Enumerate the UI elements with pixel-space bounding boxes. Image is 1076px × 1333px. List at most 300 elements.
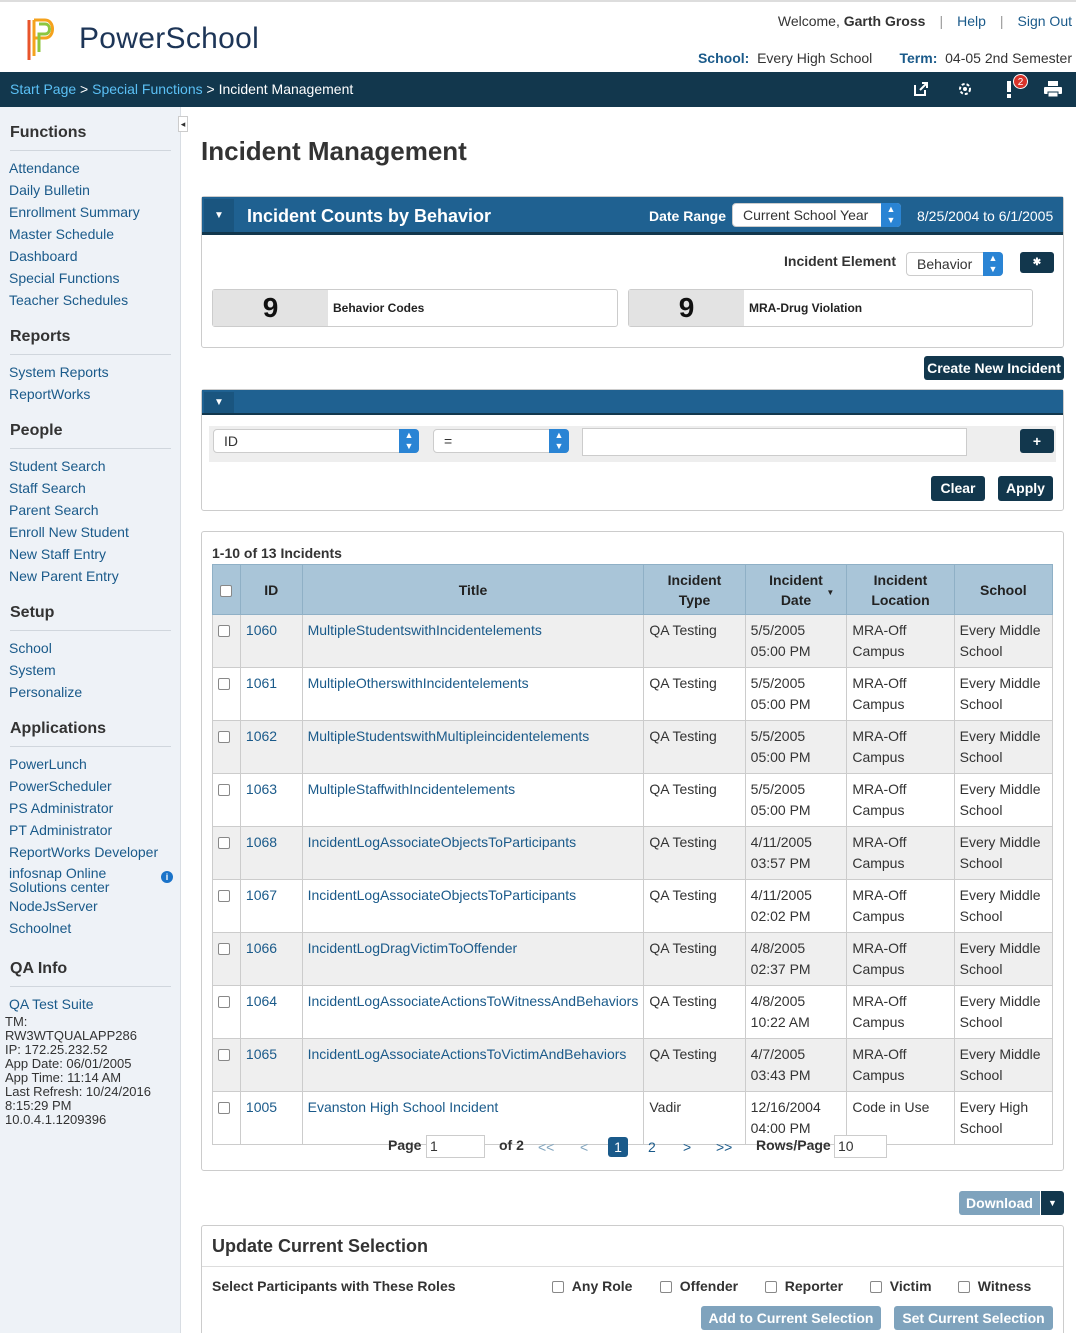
- incident-location-line: Campus: [852, 855, 905, 871]
- incident-id: [240, 615, 302, 668]
- app-header: [0, 0, 1076, 72]
- incident-id: [240, 827, 302, 880]
- sidebar-setup: [0, 604, 181, 703]
- table-header-row: [213, 565, 1053, 615]
- role-witness[interactable]: [958, 1278, 1031, 1294]
- table-row: [213, 615, 1053, 668]
- filter-field-value: ID: [224, 433, 238, 449]
- incident-location-line: MRA-Off: [852, 940, 907, 956]
- incident-id-link[interactable]: 1066: [245, 940, 278, 956]
- incident-id: [240, 933, 302, 986]
- select-arrows-icon: ▲ ▼: [399, 429, 419, 453]
- sidebar-item-system-reports[interactable]: System Reports: [9, 364, 109, 380]
- incident-type: QA Testing: [644, 615, 745, 668]
- incident-date: [745, 933, 847, 986]
- sidebar-item-teacher-schedules[interactable]: Teacher Schedules: [9, 292, 129, 308]
- incident-date: [745, 880, 847, 933]
- help-link[interactable]: Help: [957, 13, 986, 29]
- school-label: School:: [697, 50, 750, 66]
- filter-operator-select[interactable]: [433, 429, 569, 453]
- breadcrumb-separator: >: [76, 81, 93, 97]
- filter-operator-value: =: [444, 433, 453, 449]
- incident-school-line: Every High: [959, 1099, 1029, 1115]
- row-checkbox[interactable]: [218, 1102, 230, 1114]
- sidebar-item-enroll-new-student[interactable]: Enroll New Student: [9, 524, 129, 540]
- results-summary: 1-10 of 13 Incidents: [212, 545, 342, 561]
- current-page[interactable]: 1: [608, 1137, 628, 1157]
- chevron-down-icon: ▼: [1048, 1198, 1057, 1208]
- incident-id-link[interactable]: 1068: [245, 834, 278, 850]
- row-select-cell: [213, 1092, 241, 1145]
- sidebar-item-new-parent-entry[interactable]: New Parent Entry: [9, 568, 119, 584]
- role-label: Witness: [977, 1278, 1032, 1294]
- sidebar-people: [0, 422, 181, 587]
- qa-info-server: RW3WTQUALAPP286: [5, 1028, 137, 1043]
- incident-element-value: Behavior: [917, 256, 973, 272]
- incident-school: [954, 986, 1052, 1039]
- column-header-title[interactable]: Title: [302, 565, 644, 615]
- incident-date-time: 05:00 PM: [750, 696, 811, 712]
- incident-date-time: 05:00 PM: [750, 749, 811, 765]
- incident-element-select[interactable]: [906, 252, 1003, 276]
- breadcrumb-start-page[interactable]: Start Page: [10, 81, 77, 97]
- role-any-role[interactable]: [552, 1278, 632, 1294]
- count-card-number: 9: [629, 290, 744, 326]
- notifications-icon[interactable]: [998, 77, 1024, 100]
- incident-id: [240, 1039, 302, 1092]
- role-checkbox[interactable]: [552, 1281, 564, 1293]
- table-row: [213, 1092, 1053, 1145]
- incident-location-line: MRA-Off: [852, 993, 907, 1009]
- sidebar-item-infosnap[interactable]: infosnap Online Solutions center: [9, 865, 110, 895]
- select-arrows-icon: ▲ ▼: [881, 203, 901, 227]
- sidebar-item-schoolnet[interactable]: Schoolnet: [9, 920, 72, 936]
- incident-school-line: School: [959, 961, 1003, 977]
- sidebar-item-system[interactable]: System: [9, 662, 56, 678]
- incident-title: [302, 880, 644, 933]
- incident-location: [847, 933, 954, 986]
- row-checkbox[interactable]: [218, 890, 230, 902]
- qa-info-app-date: App Date: 06/01/2005: [5, 1056, 132, 1071]
- school-term-line: [698, 50, 1072, 66]
- count-card-label: MRA-Drug Violation: [749, 301, 863, 315]
- role-checkbox[interactable]: [660, 1281, 672, 1293]
- table-row: [213, 721, 1053, 774]
- sidebar-item-ps-administrator[interactable]: PS Administrator: [9, 800, 114, 816]
- incident-date-time: 05:00 PM: [750, 643, 811, 659]
- incident-title-link[interactable]: IncidentLogAssociateActionsToVictimAndBehaviors: [307, 1046, 627, 1062]
- open-new-window-icon[interactable]: [910, 78, 932, 100]
- download-options-button[interactable]: [1041, 1191, 1064, 1215]
- sidebar-item-staff-search[interactable]: Staff Search: [9, 480, 86, 496]
- incident-date: [745, 827, 847, 880]
- incident-title-link[interactable]: MultipleStudentswithIncidentelements: [307, 622, 542, 638]
- role-label: Victim: [889, 1278, 932, 1294]
- column-header-school[interactable]: School: [954, 565, 1052, 615]
- incident-title: [302, 774, 644, 827]
- incident-location-line: Campus: [852, 961, 905, 977]
- incident-location: [847, 721, 954, 774]
- incident-date: [745, 986, 847, 1039]
- incident-school-line: School: [959, 855, 1003, 871]
- incident-title-link[interactable]: IncidentLogDragVictimToOffender: [307, 940, 518, 956]
- incident-date-day: 12/16/2004: [750, 1099, 821, 1115]
- incident-location-line: Code in Use: [852, 1099, 930, 1115]
- collapse-sidebar-icon[interactable]: ◂: [178, 116, 188, 132]
- row-checkbox[interactable]: [218, 625, 230, 637]
- sidebar-heading-setup: Setup: [10, 604, 171, 631]
- qa-info-refresh-time: 8:15:29 PM: [5, 1098, 72, 1113]
- incident-date-day: 4/11/2005: [750, 834, 812, 850]
- page-2-link[interactable]: 2: [648, 1139, 656, 1155]
- incident-id: [240, 1092, 302, 1145]
- sidebar-heading-people: People: [10, 422, 171, 449]
- incident-id-link[interactable]: 1060: [245, 622, 278, 638]
- sidebar: [0, 107, 181, 1333]
- row-select-cell: [213, 827, 241, 880]
- incident-school-line: School: [959, 1067, 1003, 1083]
- incident-date-time: 05:00 PM: [750, 802, 811, 818]
- date-range-label: Date Range: [649, 208, 727, 224]
- sidebar-item-special-functions[interactable]: Special Functions: [9, 270, 120, 286]
- sidebar-item-reportworks[interactable]: ReportWorks: [9, 386, 91, 402]
- column-header-incident-date-label: Incident Date: [769, 571, 823, 608]
- filter-panel-header: [202, 390, 1063, 415]
- sidebar-item-powerscheduler[interactable]: PowerScheduler: [9, 778, 112, 794]
- breadcrumb-separator: >: [202, 81, 219, 97]
- powerschool-logo-icon[interactable]: [25, 16, 61, 62]
- incident-location-line: Campus: [852, 802, 905, 818]
- table-row: [213, 827, 1053, 880]
- sidebar-heading-applications: Applications: [10, 720, 171, 747]
- incident-id-link[interactable]: 1064: [245, 993, 278, 1009]
- incident-school: [954, 880, 1052, 933]
- sidebar-item-reportworks-developer[interactable]: ReportWorks Developer: [9, 844, 159, 860]
- page-count: of 2: [499, 1137, 524, 1153]
- incident-id: [240, 668, 302, 721]
- incident-type: QA Testing: [644, 668, 745, 721]
- incident-school-line: Every Middle: [959, 622, 1041, 638]
- row-checkbox[interactable]: [218, 731, 230, 743]
- incident-location-line: Campus: [852, 643, 905, 659]
- incident-title-link[interactable]: MultipleStudentswithMultipleincidentelements: [307, 728, 590, 744]
- incident-date-time: 03:43 PM: [750, 1067, 811, 1083]
- info-icon[interactable]: i: [161, 871, 173, 883]
- incident-school-line: School: [959, 696, 1003, 712]
- incident-location: [847, 827, 954, 880]
- count-card-behavior-codes[interactable]: [212, 289, 618, 327]
- nav-icons: [910, 78, 1064, 100]
- sidebar-item-qa-test-suite[interactable]: QA Test Suite: [9, 996, 94, 1012]
- role-offender[interactable]: [660, 1278, 738, 1294]
- element-settings-button[interactable]: [1020, 252, 1054, 273]
- incident-title-link[interactable]: IncidentLogAssociateObjectsToParticipants: [307, 887, 577, 903]
- date-range-value: 8/25/2004 to 6/1/2005: [917, 208, 1054, 224]
- incident-element-label: Incident Element: [784, 253, 897, 269]
- incident-date: [745, 721, 847, 774]
- incident-location-line: MRA-Off: [852, 675, 907, 691]
- row-checkbox[interactable]: [218, 996, 230, 1008]
- sort-down-icon: ▼: [826, 588, 835, 597]
- row-checkbox[interactable]: [218, 678, 230, 690]
- create-new-incident-button[interactable]: Create New Incident: [924, 356, 1064, 380]
- incident-school: [954, 933, 1052, 986]
- next-page-link[interactable]: >: [683, 1139, 692, 1155]
- incident-location: [847, 1039, 954, 1092]
- incident-location-line: Campus: [852, 1014, 905, 1030]
- incident-location-line: MRA-Off: [852, 834, 907, 850]
- sidebar-item-dashboard[interactable]: Dashboard: [9, 248, 78, 264]
- row-checkbox[interactable]: [218, 943, 230, 955]
- incident-date-day: 4/8/2005: [750, 940, 806, 956]
- incident-date: [745, 774, 847, 827]
- sidebar-item-school[interactable]: School: [9, 640, 52, 656]
- incident-title-link[interactable]: MultipleStaffwithIncidentelements: [307, 781, 516, 797]
- count-card-number: 9: [213, 290, 328, 326]
- incident-location-line: Campus: [852, 908, 905, 924]
- sidebar-item-daily-bulletin[interactable]: Daily Bulletin: [9, 182, 90, 198]
- incident-location-line: MRA-Off: [852, 1046, 907, 1062]
- sidebar-heading-reports: Reports: [10, 328, 171, 355]
- incident-school-line: School: [959, 802, 1003, 818]
- row-select-cell: [213, 880, 241, 933]
- qa-info-tm: TM:: [5, 1014, 28, 1029]
- role-reporter[interactable]: [765, 1278, 843, 1294]
- add-to-current-selection-button[interactable]: Add to Current Selection: [701, 1306, 881, 1330]
- incident-id-link[interactable]: 1061: [245, 675, 278, 691]
- incident-date: [745, 1039, 847, 1092]
- incident-school: [954, 1092, 1052, 1145]
- collapse-counts-icon[interactable]: ▼: [204, 199, 234, 232]
- breadcrumb-bar: [0, 72, 1076, 107]
- table-row: [213, 986, 1053, 1039]
- table-row: [213, 1039, 1053, 1092]
- table-row: [213, 880, 1053, 933]
- row-select-cell: [213, 1039, 241, 1092]
- incident-date-day: 4/8/2005: [750, 993, 806, 1009]
- incident-location: [847, 880, 954, 933]
- filter-value-input[interactable]: [582, 428, 967, 456]
- role-label: Offender: [679, 1278, 739, 1294]
- divider: [202, 1266, 1063, 1267]
- incident-date: [745, 615, 847, 668]
- count-card-mra-drug-violation[interactable]: [628, 289, 1033, 327]
- incident-location-line: Campus: [852, 749, 905, 765]
- sign-out-link[interactable]: Sign Out: [1017, 13, 1072, 29]
- incident-title: [302, 933, 644, 986]
- incident-school-line: Every Middle: [959, 728, 1041, 744]
- divider: |: [939, 13, 944, 29]
- add-filter-button[interactable]: [1020, 429, 1054, 453]
- incident-location: [847, 668, 954, 721]
- sidebar-item-personalize[interactable]: Personalize: [9, 684, 83, 700]
- welcome-bar: [778, 13, 1072, 29]
- page-title: Incident Management: [201, 136, 467, 166]
- incident-date-day: 5/5/2005: [750, 675, 806, 691]
- select-all-checkbox[interactable]: [220, 585, 232, 597]
- qa-info-last-refresh: Last Refresh: 10/24/2016: [5, 1084, 151, 1099]
- role-label: Any Role: [571, 1278, 633, 1294]
- incident-title-link[interactable]: MultipleOtherswithIncidentelements: [307, 675, 529, 691]
- incident-title-link[interactable]: IncidentLogAssociateActionsToWitnessAndBehaviors: [307, 993, 639, 1009]
- breadcrumb: [10, 81, 353, 97]
- incident-id-link[interactable]: 1063: [245, 781, 278, 797]
- incident-title: [302, 721, 644, 774]
- sidebar-qa-info: [0, 960, 181, 1127]
- apply-button[interactable]: Apply: [998, 476, 1053, 501]
- sidebar-reports: [0, 328, 181, 405]
- school-value[interactable]: Every High School: [757, 50, 873, 66]
- column-header-incident-date[interactable]: [745, 565, 847, 615]
- gear-icon: ✱: [1032, 257, 1042, 268]
- role-checkbox[interactable]: [958, 1281, 970, 1293]
- incident-school-line: School: [959, 1014, 1003, 1030]
- row-select-cell: [213, 668, 241, 721]
- collapse-filter-icon[interactable]: ▼: [204, 392, 234, 413]
- row-checkbox[interactable]: [218, 1049, 230, 1061]
- sidebar-item-attendance[interactable]: Attendance: [9, 160, 80, 176]
- incident-type: QA Testing: [644, 986, 745, 1039]
- incident-type: QA Testing: [644, 774, 745, 827]
- incident-school-line: Every Middle: [959, 993, 1041, 1009]
- incident-school: [954, 774, 1052, 827]
- incident-id-link[interactable]: 1005: [245, 1099, 278, 1115]
- row-select-cell: [213, 615, 241, 668]
- breadcrumb-special-functions[interactable]: Special Functions: [92, 81, 203, 97]
- incident-school: [954, 721, 1052, 774]
- sidebar-functions: [0, 124, 181, 311]
- clear-button[interactable]: Clear: [931, 476, 985, 501]
- notifications-badge: 2: [1013, 74, 1028, 89]
- incident-date-day: 5/5/2005: [750, 728, 806, 744]
- sidebar-item-nodejsserver[interactable]: NodeJsServer: [9, 898, 98, 914]
- row-checkbox[interactable]: [218, 784, 230, 796]
- roles-label: Select Participants with These Roles: [212, 1278, 456, 1294]
- page-number-input[interactable]: 1: [426, 1135, 485, 1158]
- incident-school-line: School: [959, 749, 1003, 765]
- first-page-link[interactable]: <<: [538, 1139, 555, 1155]
- print-icon[interactable]: [1042, 78, 1064, 100]
- incident-location: [847, 986, 954, 1039]
- sidebar-item-new-staff-entry[interactable]: New Staff Entry: [9, 546, 107, 562]
- select-all-header: [213, 565, 241, 615]
- count-card-label: Behavior Codes: [333, 301, 425, 315]
- role-checkbox[interactable]: [765, 1281, 777, 1293]
- column-header-incident-location[interactable]: Incident Location: [847, 565, 954, 615]
- date-range-select[interactable]: [732, 203, 901, 227]
- incident-id-link[interactable]: 1067: [245, 887, 278, 903]
- select-arrows-icon: ▲ ▼: [983, 252, 1003, 276]
- settings-refresh-icon[interactable]: [954, 78, 976, 100]
- sidebar-item-student-search[interactable]: Student Search: [9, 458, 106, 474]
- sidebar-item-enrollment-summary[interactable]: Enrollment Summary: [9, 204, 140, 220]
- incident-date-day: 5/5/2005: [750, 622, 806, 638]
- incident-school: [954, 1039, 1052, 1092]
- incident-school: [954, 615, 1052, 668]
- incident-school: [954, 827, 1052, 880]
- counts-panel-header: [202, 197, 1063, 235]
- incident-title: [302, 827, 644, 880]
- divider: |: [999, 13, 1004, 29]
- incident-type: QA Testing: [644, 721, 745, 774]
- incident-location-line: MRA-Off: [852, 887, 907, 903]
- previous-page-link[interactable]: <: [580, 1139, 589, 1155]
- sidebar-heading-functions: Functions: [10, 124, 171, 151]
- row-checkbox[interactable]: [218, 837, 230, 849]
- rows-per-page-label: Rows/Page: [756, 1137, 831, 1153]
- incident-location-line: Campus: [852, 696, 905, 712]
- incident-school-line: School: [959, 908, 1003, 924]
- table-row: [213, 774, 1053, 827]
- qa-info-ip: IP: 172.25.232.52: [5, 1042, 108, 1057]
- sidebar-item-pt-administrator[interactable]: PT Administrator: [9, 822, 113, 838]
- set-current-selection-button[interactable]: Set Current Selection: [894, 1306, 1053, 1330]
- filter-row: [209, 426, 1056, 462]
- incident-type: QA Testing: [644, 827, 745, 880]
- incidents-table: [212, 564, 1053, 1145]
- breadcrumb-current: Incident Management: [218, 81, 354, 97]
- incident-school-line: Every Middle: [959, 887, 1041, 903]
- incident-school-line: Every Middle: [959, 834, 1041, 850]
- filter-field-select[interactable]: [213, 429, 419, 453]
- welcome-prefix: Welcome,: [777, 13, 840, 29]
- term-value[interactable]: 04-05 2nd Semester: [945, 50, 1072, 66]
- role-label: Reporter: [784, 1278, 844, 1294]
- column-header-id[interactable]: ID: [240, 565, 302, 615]
- download-button[interactable]: Download: [959, 1191, 1040, 1215]
- incident-id: [240, 986, 302, 1039]
- date-range-select-value: Current School Year: [743, 207, 869, 223]
- incident-title-link[interactable]: IncidentLogAssociateObjectsToParticipants: [307, 834, 577, 850]
- incident-date: [745, 668, 847, 721]
- incident-date-time: 02:02 PM: [750, 908, 811, 924]
- incident-school-line: Every Middle: [959, 781, 1041, 797]
- incident-location-line: MRA-Off: [852, 781, 907, 797]
- role-victim[interactable]: [870, 1278, 932, 1294]
- incident-date-day: 5/5/2005: [750, 781, 806, 797]
- row-select-cell: [213, 933, 241, 986]
- counts-panel-title: Incident Counts by Behavior: [247, 206, 492, 226]
- incident-title-link[interactable]: Evanston High School Incident: [307, 1099, 499, 1115]
- incident-date-day: 4/11/2005: [750, 887, 812, 903]
- incident-date-time: 02:37 PM: [750, 961, 811, 977]
- incident-type: Vadir: [644, 1092, 745, 1145]
- plus-icon: +: [1032, 433, 1042, 449]
- update-selection-title: Update Current Selection: [212, 1236, 429, 1256]
- incident-school: [954, 668, 1052, 721]
- role-checkbox[interactable]: [870, 1281, 882, 1293]
- rows-per-page-input[interactable]: 10: [834, 1135, 887, 1158]
- incident-id-link[interactable]: 1062: [245, 728, 278, 744]
- last-page-link[interactable]: >>: [716, 1139, 733, 1155]
- incident-school-line: School: [959, 1120, 1003, 1136]
- incident-date-time: 10:22 AM: [750, 1014, 810, 1030]
- sidebar-item-parent-search[interactable]: Parent Search: [9, 502, 99, 518]
- sidebar-item-powerlunch[interactable]: PowerLunch: [9, 756, 87, 772]
- incident-id: [240, 774, 302, 827]
- filter-panel: [201, 389, 1064, 511]
- incident-school-line: Every Middle: [959, 675, 1041, 691]
- row-select-cell: [213, 986, 241, 1039]
- incident-id: [240, 880, 302, 933]
- qa-info-version: 10.0.4.1.1209396: [5, 1112, 107, 1127]
- sidebar-applications: [0, 720, 181, 939]
- table-row: [213, 933, 1053, 986]
- column-header-incident-type[interactable]: Incident Type: [644, 565, 745, 615]
- sidebar-item-master-schedule[interactable]: Master Schedule: [9, 226, 115, 242]
- incident-id-link[interactable]: 1065: [245, 1046, 278, 1062]
- row-select-cell: [213, 774, 241, 827]
